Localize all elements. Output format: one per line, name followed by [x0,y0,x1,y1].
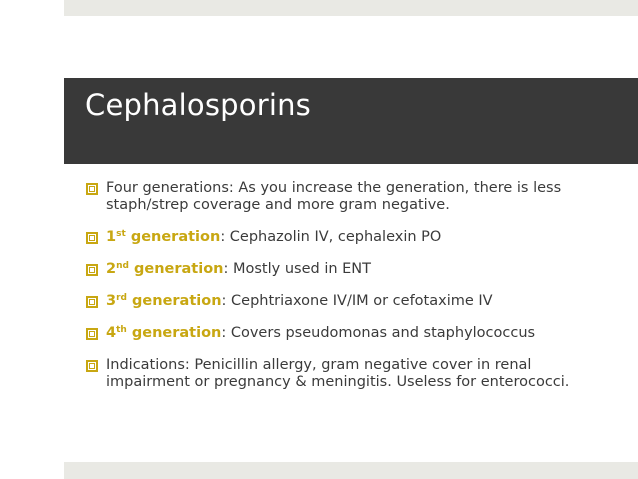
bullet-item-indications [85,357,595,391]
generation-word: generation [128,261,224,277]
bullet-item-1st-generation [85,229,595,246]
generation-number: 2 [106,261,117,277]
ordinal-suffix: th [116,325,127,335]
bullet-text: : Cephazolin IV, cephalexin PO [220,229,442,245]
generation-number: 3 [106,293,117,309]
bullet-text: : Cephtriaxone IV/IM or cefotaxime IV [221,293,493,309]
bullet-text: Indications: Penicillin allergy, gram negative cover in renal impairment or pregnancy & meningitis. Useless for enterococci. [106,357,570,390]
ordinal-suffix: st [116,229,126,239]
generation-number: 1 [106,229,117,245]
ordinal-suffix: nd [116,261,129,271]
generation-word: generation [126,325,222,341]
bottom-decorative-band [64,462,638,479]
generation-label [106,325,221,341]
generation-word: generation [125,229,221,245]
generation-label [106,293,222,309]
bullet-item-3rd-generation [85,293,595,310]
generation-label [106,261,224,277]
generation-label [106,229,220,245]
bullet-item-overview [85,180,595,214]
generation-word: generation [126,293,222,309]
ordinal-suffix: rd [116,293,127,303]
slide-title: Cephalosporins [85,88,311,122]
square-bullet-icon [86,264,98,276]
bullet-item-2nd-generation [85,261,595,278]
square-bullet-icon [86,328,98,340]
bullet-list [85,180,595,406]
square-bullet-icon [86,360,98,372]
top-decorative-band [64,0,638,16]
bullet-text: : Mostly used in ENT [223,261,372,277]
square-bullet-icon [86,183,98,195]
bullet-text: : Covers pseudomonas and staphylococcus [221,325,536,341]
bullet-text: Four generations: As you increase the generation, there is less staph/strep coverage and more gram negative. [106,180,562,213]
square-bullet-icon [86,296,98,308]
square-bullet-icon [86,232,98,244]
bullet-item-4th-generation [85,325,595,342]
generation-number: 4 [106,325,117,341]
